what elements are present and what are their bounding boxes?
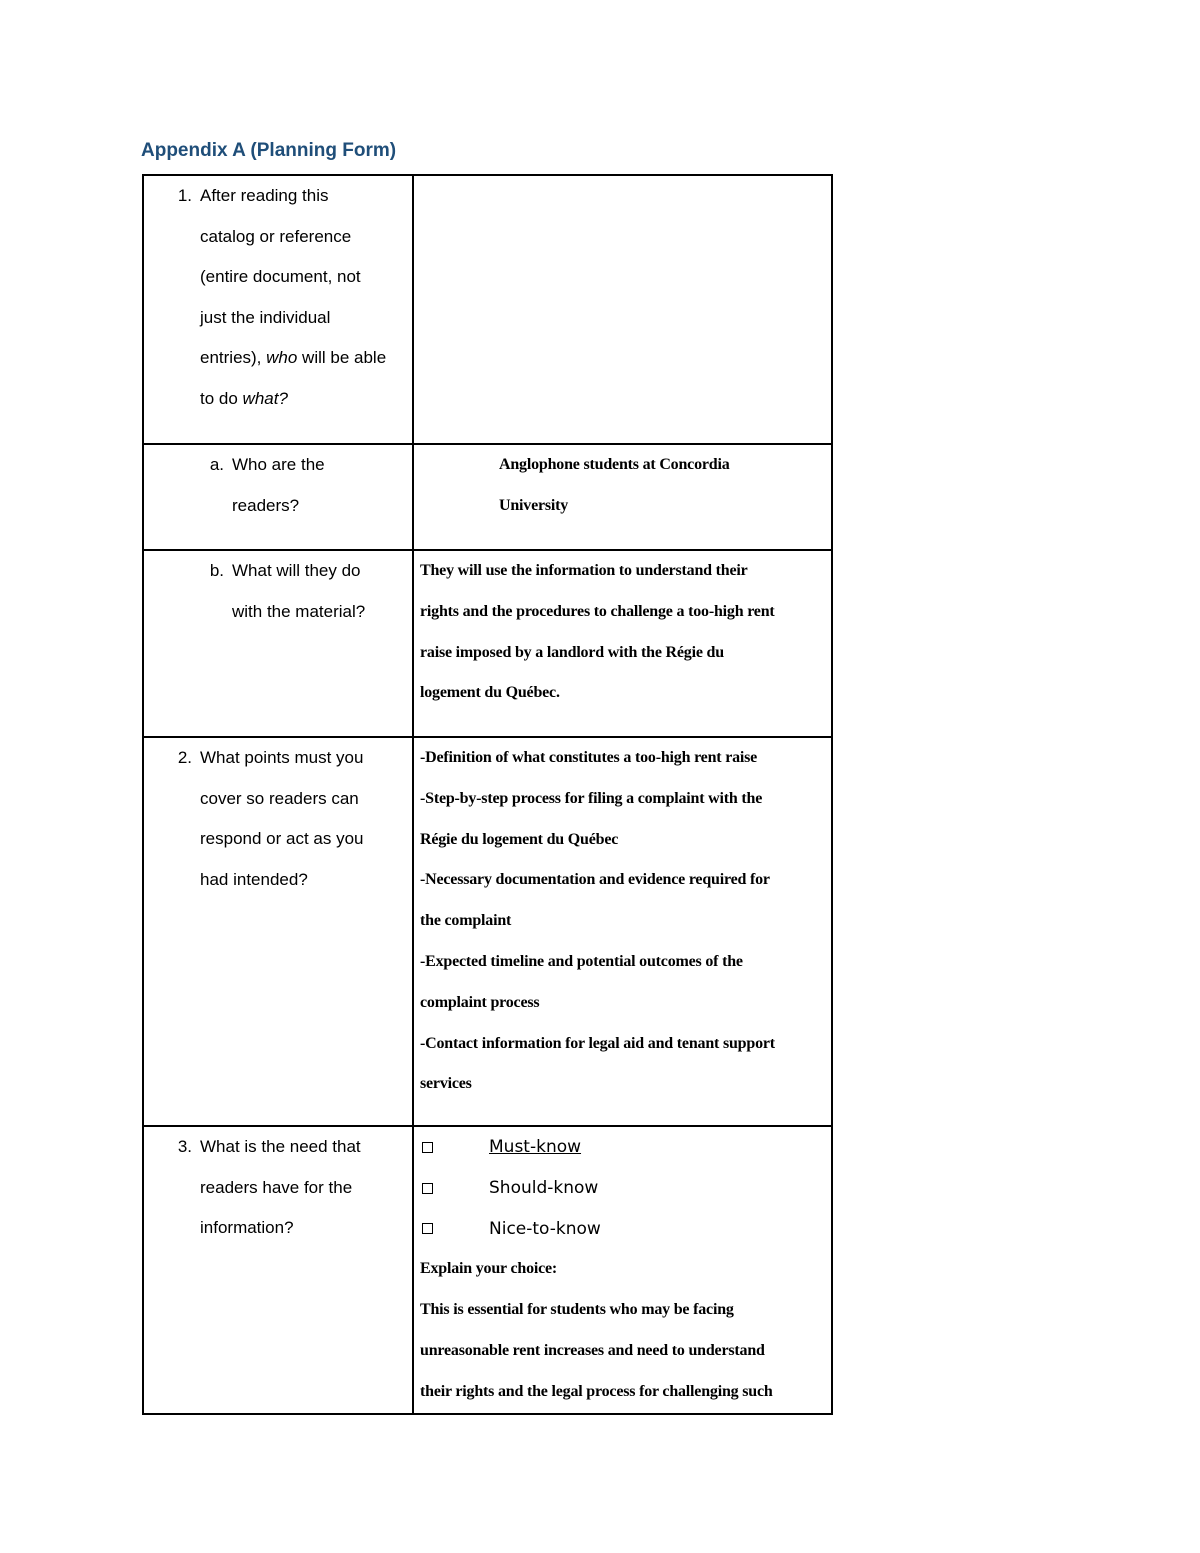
row-question-2	[143, 737, 832, 1126]
question-2	[144, 738, 412, 900]
option-nice-to-know[interactable]	[414, 1209, 831, 1250]
answer-b: They will use the information to understand their rights and the procedures to challenge a too-high rent raise imposed by a landlord with the Régie du logement du Québec.	[420, 562, 775, 702]
row-question-a	[143, 444, 832, 550]
question-text: After reading this catalog or reference (entire document, not just the individual entries), who will be able to do what?	[200, 186, 387, 408]
question-text: What will they do with the material?	[232, 561, 366, 621]
explain-choice[interactable]: Explain your choice: This is essential for students who may be facing unreasonable rent increases and need to understand their rights and the legal process for challenging such	[420, 1260, 773, 1400]
question-text: What is the need that readers have for the information?	[200, 1137, 361, 1237]
row-question-1	[143, 175, 832, 444]
answer-2-cell[interactable]	[413, 737, 832, 1126]
question-text: Who are the readers?	[232, 455, 325, 515]
checkbox-icon[interactable]	[422, 1183, 433, 1194]
answer-3-cell	[413, 1126, 832, 1414]
answer-1-cell[interactable]	[413, 175, 832, 444]
question-number: a.	[209, 455, 224, 474]
question-number: b.	[209, 561, 224, 580]
question-number: 1.	[177, 186, 192, 205]
planning-form-table	[142, 174, 833, 1415]
answer-b-cell[interactable]	[413, 550, 832, 737]
answer-2: -Definition of what constitutes a too-high rent raise -Step-by-step process for filing a complaint with the Régie du logement du Québec -Necessary documentation and evidence required for the complaint -Expected timeline and potential outcomes of the complaint process -Contact information for legal aid and tenant support services	[420, 749, 775, 1093]
question-text: What points must you cover so readers can respond or act as you had intended?	[200, 748, 364, 889]
question-b	[144, 551, 412, 632]
row-question-3	[143, 1126, 832, 1414]
answer-a-cell[interactable]	[413, 444, 832, 550]
answer-a: Anglophone students at Concordia University	[499, 456, 730, 514]
checkbox-icon[interactable]	[422, 1223, 433, 1234]
explain-label: Explain your choice:	[420, 1260, 558, 1278]
question-b-cell	[143, 550, 413, 737]
option-must-know[interactable]	[414, 1127, 831, 1168]
question-a-cell	[143, 444, 413, 550]
page-title: Appendix A (Planning Form)	[141, 140, 397, 161]
option-label: Nice-to-know	[489, 1218, 601, 1239]
option-label: Must-know	[489, 1137, 582, 1158]
option-should-know[interactable]	[414, 1168, 831, 1209]
question-1	[144, 176, 412, 419]
question-3-cell	[143, 1126, 413, 1414]
checkbox-icon[interactable]	[422, 1142, 433, 1153]
question-3	[144, 1127, 412, 1249]
option-label: Should-know	[489, 1178, 599, 1199]
question-number: 2.	[177, 748, 192, 767]
question-number: 3.	[177, 1137, 192, 1156]
question-2-cell	[143, 737, 413, 1126]
question-a	[144, 445, 412, 526]
row-question-b	[143, 550, 832, 737]
question-1-cell	[143, 175, 413, 444]
